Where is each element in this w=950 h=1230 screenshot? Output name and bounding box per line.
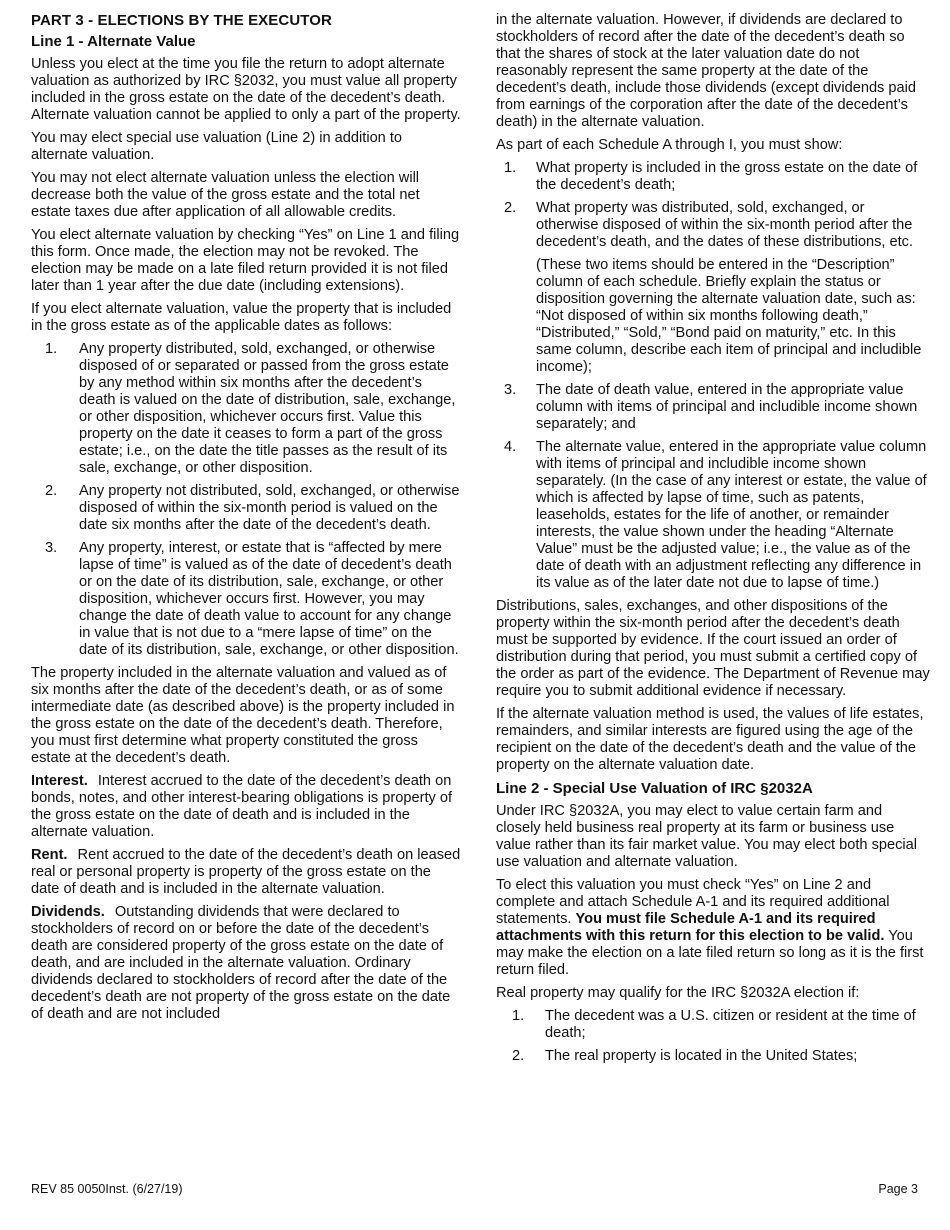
list-text: What property is included in the gross estate on the date of the decedent’s death; (536, 160, 918, 193)
qualification-list (496, 1008, 930, 1065)
list-number: 2. (512, 1048, 525, 1064)
left-column (31, 12, 461, 1029)
paragraph: You may elect special use valuation (Line 2) in addition to alternate valuation. (31, 130, 403, 163)
list-item (496, 382, 930, 433)
paragraph: Under IRC §2032A, you may elect to value certain farm and closely held business real property at its farm or business use value rather than its fair market value. You may elect both special use valuation and alternate valuation. (496, 803, 918, 870)
paragraph: in the alternate valuation. However, if dividends are declared to stockholders of record after the date of the decedent’s death so that the shares of stock at the later valuation date do not reasonably represent the same property at the date of the decedent’s death, include those dividends (except dividends paid from earnings of the corporation after the date of the decedent’s death) in the alternate valuation. (496, 12, 916, 130)
list-item (496, 1008, 930, 1042)
paragraph: Distributions, sales, exchanges, and other dispositions of the property within the six-month period after the decedent’s death must be supported by evidence. If the court issued an order of distribution during that period, you must submit a certified copy of the order as part of the evidence. The Department of Revenue may require you to submit additional evidence if necessary. (496, 598, 930, 699)
list-number: 2. (45, 483, 58, 499)
list-item (496, 1048, 930, 1065)
list-number: 4. (504, 439, 517, 455)
list-item (496, 439, 930, 592)
list-text: Any property, interest, or estate that is “affected by mere lapse of time” is valued as of the date of decedent’s death or on the date of its distribution, sale, exchange, or other disposition, whichever occurs first. However, you may change the date of death value to account for any change in value that is not due to a “mere lapse of time” on the date of its distribution, sale, exchange, or other disposition. (79, 540, 459, 658)
list-item (496, 160, 930, 194)
interest-text: Interest accrued to the date of the decedent’s death on bonds, notes, and other interest-bearing obligations is property of the gross estate on the date of death and is included in the alternate valuation. (31, 773, 453, 840)
line1-heading: Line 1 - Alternate Value (31, 33, 196, 50)
description-note: (These two items should be entered in the “Description” column of each schedule. Briefly explain the status or disposition governing the alternate valuation date, such as: “Not disposed of within six months following death,” “Distributed,” “Sold,” “Bond paid on maturity,” etc. In this same column, describe each item of principal and includible income); (536, 257, 922, 375)
page-number: Page 3 (878, 1182, 918, 1196)
list-number: 1. (504, 160, 517, 176)
paragraph: Real property may qualify for the IRC §2032A election if: (496, 985, 860, 1001)
part-title: PART 3 - ELECTIONS BY THE EXECUTOR (31, 12, 332, 29)
list-number: 3. (504, 382, 517, 398)
list-text: Any property distributed, sold, exchanged, or otherwise disposed of or separated or passed from the gross estate by any method within six months after the decedent’s death is valued on the date of distribution, sale, exchange, or other disposition, whichever occurs first. Value this property on the date it ceases to form a part of the gross estate; i.e., on the date the title passes as the result of its sale, exchange, or other disposition. (79, 341, 456, 476)
list-item (496, 200, 930, 251)
paragraph: The property included in the alternate valuation and valued as of six months after the date of the decedent’s death, or as of some intermediate date (as described above) is the property included in the gross estate on the date of the decedent’s death. Therefore, you must first determine what property constituted the gross estate at the decedent’s death. (31, 665, 455, 766)
list-text: The date of death value, entered in the appropriate value column with items of principal and includible income shown separately; and (536, 382, 918, 432)
form-id: REV 85 0050Inst. (6/27/19) (31, 1182, 183, 1196)
list-item (31, 540, 461, 659)
list-number: 2. (504, 200, 517, 216)
election-requirement: You must file Schedule A-1 and its required attachments with this return for this election to be valid. (496, 911, 885, 944)
election-late-text: You may make the election on a late filed return so long as it is the first return filed. (496, 928, 924, 978)
list-text: Any property not distributed, sold, exchanged, or otherwise disposed of within the six-month period is valued on the date six months after the date of the decedent’s death. (79, 483, 460, 533)
list-number: 1. (45, 341, 58, 357)
dividends-text: Outstanding dividends that were declared to stockholders of record on or before the date of the decedent’s death are considered property of the gross estate on the date of death, and are included in the alternate valuation. Ordinary dividends declared to stockholders of record after the date of the decedent’s death are not property of the gross estate on the date of death and are not included (31, 904, 451, 1022)
list-number: 3. (45, 540, 58, 556)
paragraph: As part of each Schedule A through I, you must show: (496, 137, 843, 153)
election-paragraph (496, 877, 930, 979)
list-text: The decedent was a U.S. citizen or resident at the time of death; (545, 1008, 916, 1041)
valuation-date-list (31, 341, 461, 659)
election-text: To elect this valuation you must check “Yes” on Line 2 and complete and attach Schedule A-1 and its required additional statements. (496, 877, 890, 927)
rent-text: Rent accrued to the date of the decedent’s death on leased real or personal property is property of the gross estate on the date of death and is included in the alternate valuation. (31, 847, 461, 897)
schedule-requirements-list (496, 160, 930, 251)
interest-paragraph (31, 773, 461, 841)
line2-heading: Line 2 - Special Use Valuation of IRC §2032A (496, 780, 813, 797)
dividends-paragraph (31, 904, 461, 1023)
paragraph: If you elect alternate valuation, value the property that is included in the gross estate as of the applicable dates as follows: (31, 301, 452, 334)
schedule-requirements-list-continued (496, 382, 930, 592)
right-column (496, 12, 930, 1071)
list-text: What property was distributed, sold, exchanged, or otherwise disposed of within the six-month period after the decedent’s death, and the dates of these distributions, etc. (536, 200, 913, 250)
paragraph: You may not elect alternate valuation unless the election will decrease both the value of the gross estate and the total net estate taxes due after application of all allowable credits. (31, 170, 420, 220)
list-number: 1. (512, 1008, 525, 1024)
list-item (31, 483, 461, 534)
paragraph: You elect alternate valuation by checking “Yes” on Line 1 and filing this form. Once made, the election may not be revoked. The election may be made on a late filed return provided it is not filed later than 1 year after the due date (including extensions). (31, 227, 460, 294)
list-item (31, 341, 461, 477)
list-text: The alternate value, entered in the appropriate value column with items of principal and includible income shown separately. (In the case of any interest or estate, the value of which is affected by lapse of time, such as patents, leaseholds, estates for the life of another, or remainder interests, the value shown under the heading “Alternate Value” must be the adjusted value; i.e., the value as of the date of death with an adjustment reflecting any difference in its value as of the later date not due to lapse of time.) (536, 439, 927, 591)
paragraph: Unless you elect at the time you file the return to adopt alternate valuation as authorized by IRC §2032, you must value all property included in the gross estate on the date of the decedent’s death. Alternate valuation cannot be applied to only a part of the property. (31, 56, 461, 123)
rent-paragraph (31, 847, 461, 898)
paragraph: If the alternate valuation method is used, the values of life estates, remainders, and similar interests are figured using the age of the recipient on the date of the decedent’s death and the value of the property on the alternate valuation date. (496, 706, 924, 773)
interest-label: Interest. (31, 773, 88, 789)
rent-label: Rent. (31, 847, 68, 863)
dividends-label: Dividends. (31, 904, 105, 920)
list-text: The real property is located in the United States; (545, 1048, 858, 1064)
